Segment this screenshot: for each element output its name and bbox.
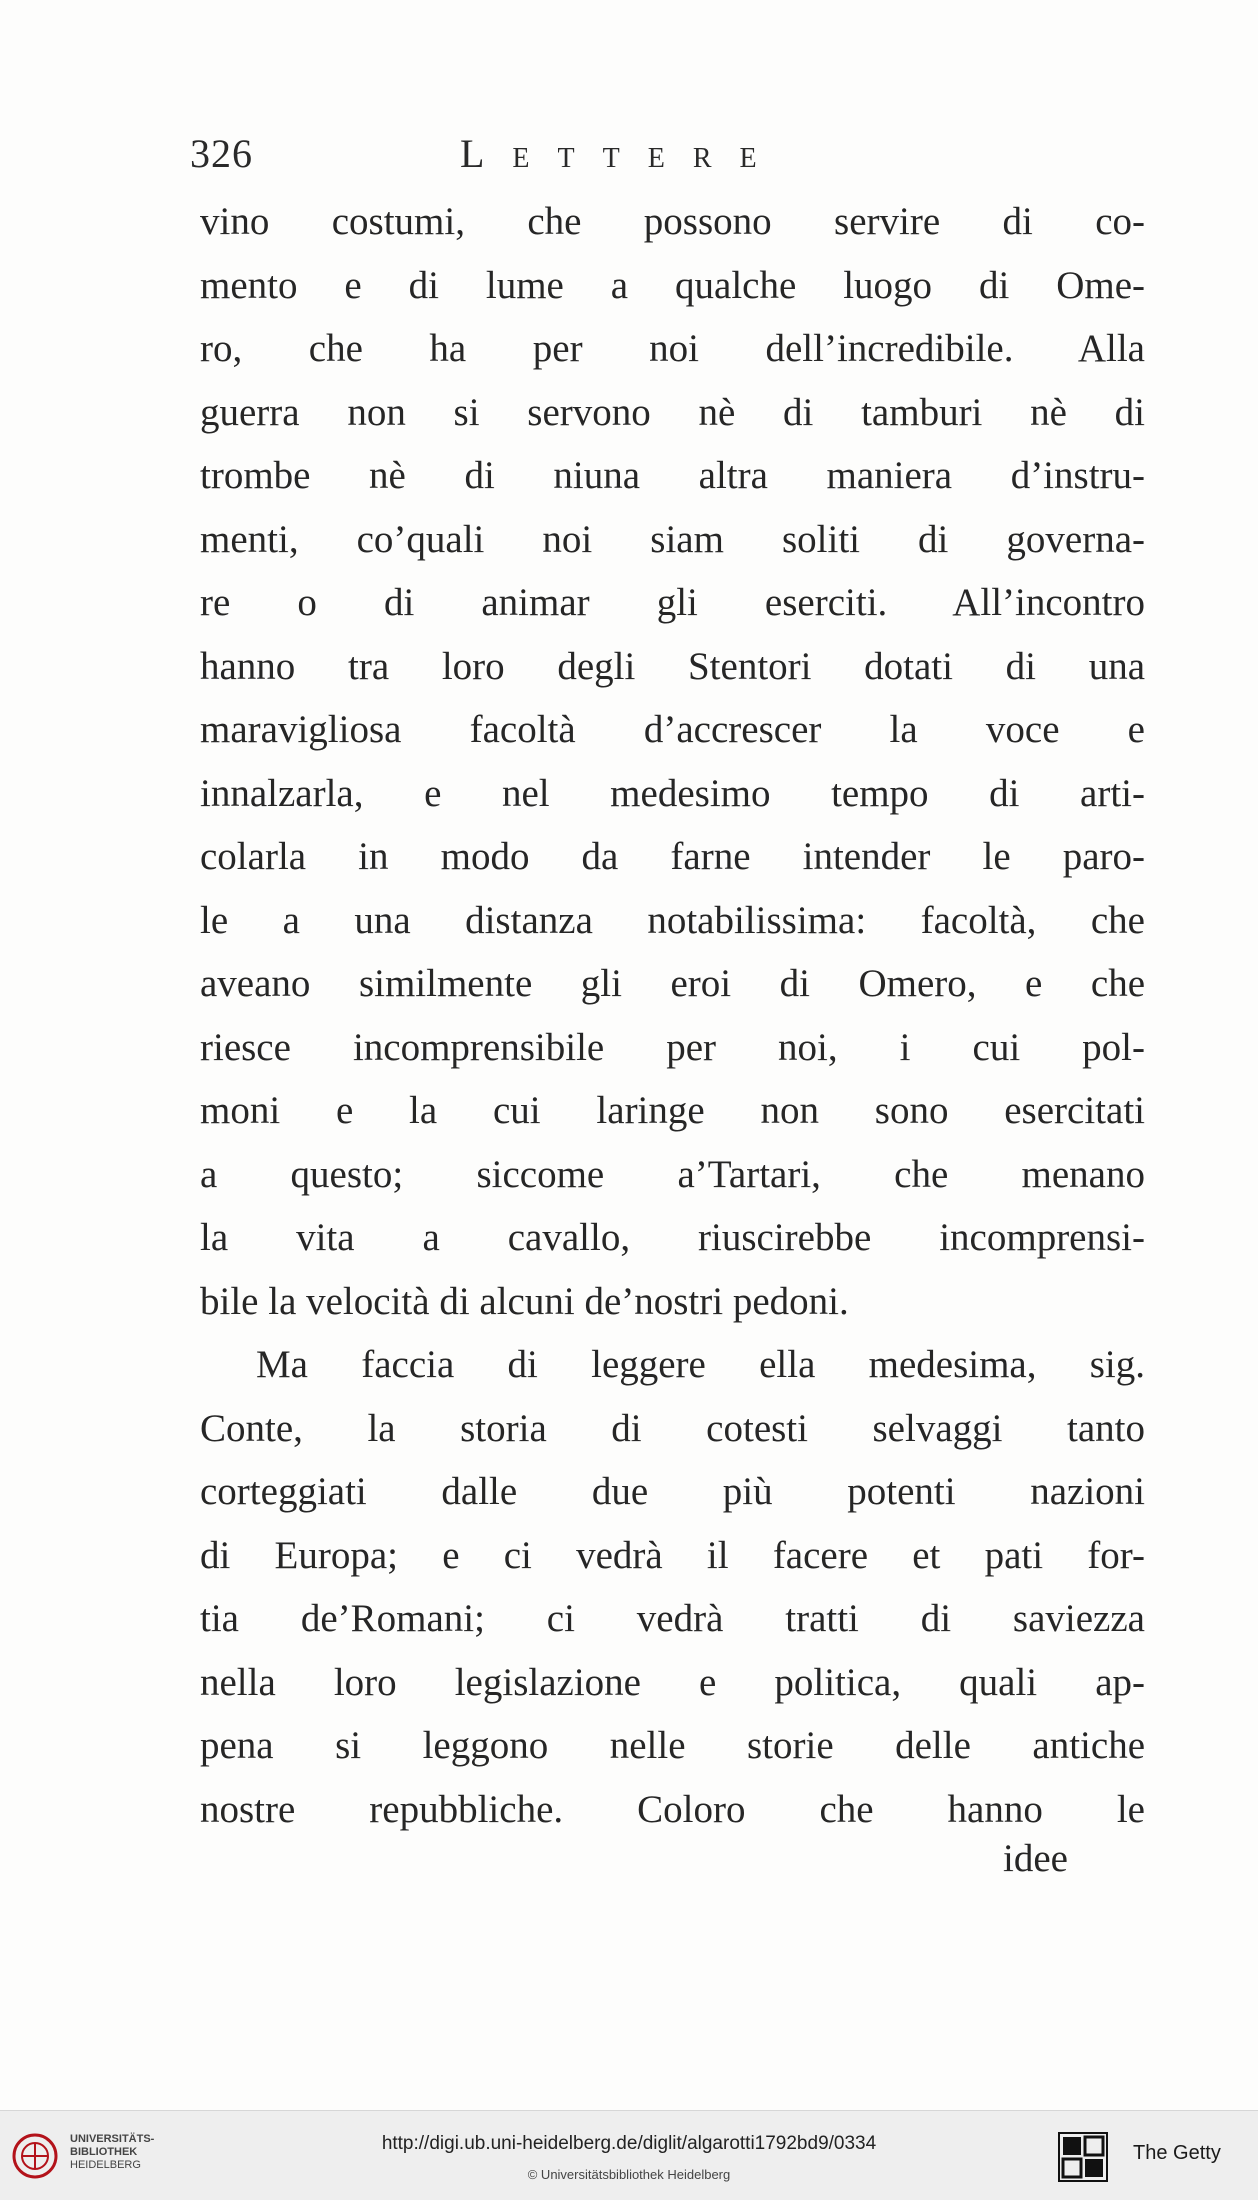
text-line: Conte, la storia di cotesti selvaggi tanto (200, 1406, 1145, 1450)
text-line: ro, che ha per noi dell’incredibile. Alla (200, 327, 1145, 370)
text-line: hanno tra loro degli Stentori dotati di una (200, 644, 1145, 688)
text-line: corteggiati dalle due più potenti nazioni (200, 1470, 1145, 1513)
text-line: pena si leggono nelle storie delle antiche (200, 1724, 1145, 1767)
text-line: riesce incomprensibile per noi, i cui pol- (200, 1025, 1145, 1069)
text-line: colarla in modo da farne intender le paro- (200, 835, 1145, 878)
text-line: nostre repubbliche. Coloro che hanno le (200, 1787, 1145, 1831)
text-line: nella loro legislazione e politica, quali ap- (200, 1660, 1145, 1704)
page-header (190, 130, 1190, 190)
text-line: a questo; siccome a’Tartari, che menano (200, 1152, 1145, 1196)
text-line: di Europa; e ci vedrà il facere et pati for- (200, 1533, 1145, 1577)
getty-logo-icon (1057, 2131, 1109, 2183)
running-head: Lettere (460, 131, 785, 176)
text-line: vino costumi, che possono servire di co- (200, 200, 1145, 243)
text-line: re o di animar gli eserciti. All’incontro (200, 581, 1145, 624)
text-line: le a una distanza notabilissima: facoltà, che (200, 898, 1145, 942)
text-line: maravigliosa facoltà d’accrescer la voce e (200, 708, 1145, 751)
text-line: moni e la cui laringe non sono esercitati (200, 1089, 1145, 1132)
copyright-notice: © Universitätsbibliothek Heidelberg (527, 2167, 731, 2182)
text-line: mento e di lume a qualche luogo di Ome- (200, 263, 1145, 307)
text-line: guerra non si servono nè di tamburi nè di (200, 390, 1145, 434)
text-line: menti, co’quali noi siam soliti di governa- (200, 517, 1145, 561)
institution-name: UNIVERSITÄTS- BIBLIOTHEK HEIDELBERG (70, 2133, 155, 2171)
body-text (200, 190, 1145, 1841)
text-line: la vita a cavallo, riuscirebbe incomprensi- (200, 1216, 1145, 1259)
text-line: innalzarla, e nel medesimo tempo di arti- (200, 771, 1145, 815)
text-line: aveano similmente gli eroi di Omero, e che (200, 962, 1145, 1005)
partner-name: The Getty (1133, 2142, 1221, 2164)
page-number: 326 (190, 131, 253, 176)
permalink[interactable]: http://digi.ub.uni-heidelberg.de/diglit/algarotti1792bd9/0334 (381, 2133, 877, 2154)
text-line: bile la velocità di alcuni de’nostri pedoni. (200, 1279, 849, 1323)
text-line: tia de’Romani; ci vedrà tratti di saviezza (200, 1597, 1145, 1640)
viewer-footer (0, 2110, 1258, 2200)
catchword: idee (1003, 1837, 1068, 1880)
text-line: Ma faccia di leggere ella medesima, sig. (256, 1343, 1145, 1386)
text-line: trombe nè di niuna altra maniera d’instru- (200, 454, 1145, 497)
